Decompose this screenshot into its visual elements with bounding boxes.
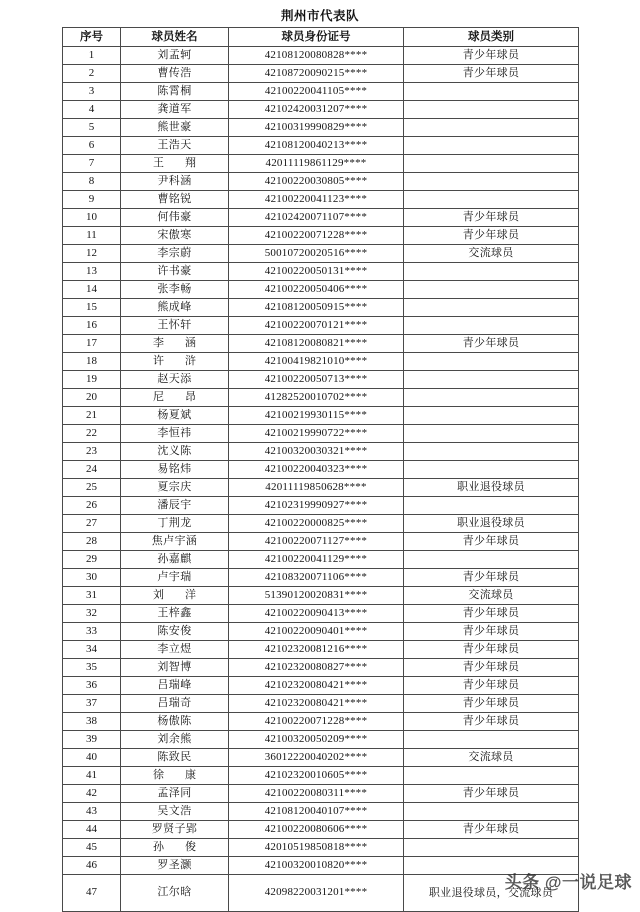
cell-player-name: 李立煜 (121, 641, 229, 659)
cell-index: 24 (63, 461, 121, 479)
cell-player-name: 王 翔 (121, 155, 229, 173)
cell-player-name: 沈义陈 (121, 443, 229, 461)
cell-id-number: 50010720020516**** (229, 245, 404, 263)
table-row (63, 227, 579, 245)
cell-player-name: 丁荆龙 (121, 515, 229, 533)
table-row (63, 533, 579, 551)
cell-id-number: 42100319990829**** (229, 119, 404, 137)
cell-player-name: 熊世豪 (121, 119, 229, 137)
cell-id-number: 42102320081216**** (229, 641, 404, 659)
cell-id-number: 42100220090401**** (229, 623, 404, 641)
cell-player-name: 易铭炜 (121, 461, 229, 479)
cell-player-name: 杨夏斌 (121, 407, 229, 425)
cell-category: 青少年球员 (404, 227, 579, 245)
table-row (63, 803, 579, 821)
table-row (63, 371, 579, 389)
cell-index: 20 (63, 389, 121, 407)
cell-index: 39 (63, 731, 121, 749)
cell-id-number: 42108120080821**** (229, 335, 404, 353)
table-row (63, 209, 579, 227)
cell-index: 46 (63, 857, 121, 875)
cell-index: 30 (63, 569, 121, 587)
table-row (63, 497, 579, 515)
cell-category (404, 803, 579, 821)
column-header-name: 球员姓名 (121, 28, 229, 47)
table-row (63, 101, 579, 119)
cell-id-number: 42100220090413**** (229, 605, 404, 623)
cell-category: 青少年球员 (404, 641, 579, 659)
cell-id-number: 42100220040323**** (229, 461, 404, 479)
cell-player-name: 徐 康 (121, 767, 229, 785)
cell-player-name: 焦卢宇涵 (121, 533, 229, 551)
table-row (63, 839, 579, 857)
table-row (63, 713, 579, 731)
cell-player-name: 卢宇瑞 (121, 569, 229, 587)
cell-index: 4 (63, 101, 121, 119)
cell-player-name: 王浩天 (121, 137, 229, 155)
table-row (63, 749, 579, 767)
cell-player-name: 尹科涵 (121, 173, 229, 191)
cell-index: 25 (63, 479, 121, 497)
cell-category: 交流球员 (404, 587, 579, 605)
cell-player-name: 吕瑞峰 (121, 677, 229, 695)
cell-category: 青少年球员 (404, 65, 579, 83)
cell-index: 14 (63, 281, 121, 299)
cell-id-number: 42102319990927**** (229, 497, 404, 515)
cell-category (404, 83, 579, 101)
watermark: 头条 @一说足球 (504, 873, 632, 892)
cell-index: 6 (63, 137, 121, 155)
table-row (63, 479, 579, 497)
cell-index: 19 (63, 371, 121, 389)
cell-category: 青少年球员 (404, 695, 579, 713)
table-row (63, 65, 579, 83)
cell-id-number: 42100220070121**** (229, 317, 404, 335)
cell-player-name: 江尔晗 (121, 875, 229, 912)
table-header (63, 28, 579, 47)
cell-category (404, 497, 579, 515)
cell-category: 职业退役球员，交流球员 (404, 875, 579, 912)
cell-id-number: 42011119850628**** (229, 479, 404, 497)
cell-player-name: 曹传浩 (121, 65, 229, 83)
cell-id-number: 42100320030321**** (229, 443, 404, 461)
cell-category: 青少年球员 (404, 659, 579, 677)
cell-id-number: 42100220071228**** (229, 227, 404, 245)
cell-index: 17 (63, 335, 121, 353)
cell-category (404, 425, 579, 443)
cell-player-name: 罗圣灏 (121, 857, 229, 875)
cell-id-number: 36012220040202**** (229, 749, 404, 767)
roster-table-container (0, 27, 640, 912)
cell-category (404, 191, 579, 209)
cell-index: 16 (63, 317, 121, 335)
cell-index: 32 (63, 605, 121, 623)
table-row (63, 389, 579, 407)
cell-category: 交流球员 (404, 749, 579, 767)
cell-player-name: 孙 俊 (121, 839, 229, 857)
cell-player-name: 赵天添 (121, 371, 229, 389)
cell-player-name: 孙嘉麒 (121, 551, 229, 569)
header-row (63, 28, 579, 47)
table-body (63, 47, 579, 912)
cell-player-name: 宋傲寒 (121, 227, 229, 245)
cell-index: 11 (63, 227, 121, 245)
cell-category: 青少年球员 (404, 335, 579, 353)
cell-player-name: 杨傲陈 (121, 713, 229, 731)
cell-category (404, 371, 579, 389)
cell-id-number: 42098220031201**** (229, 875, 404, 912)
table-row (63, 191, 579, 209)
cell-player-name: 陈霄桐 (121, 83, 229, 101)
cell-player-name: 陈安俊 (121, 623, 229, 641)
cell-player-name: 何伟豪 (121, 209, 229, 227)
table-row (63, 443, 579, 461)
cell-id-number: 41282520010702**** (229, 389, 404, 407)
cell-index: 21 (63, 407, 121, 425)
table-row (63, 623, 579, 641)
cell-category (404, 443, 579, 461)
cell-index: 5 (63, 119, 121, 137)
cell-id-number: 42100220041129**** (229, 551, 404, 569)
cell-id-number: 42100219930115**** (229, 407, 404, 425)
cell-index: 33 (63, 623, 121, 641)
table-row (63, 515, 579, 533)
cell-category (404, 173, 579, 191)
cell-index: 8 (63, 173, 121, 191)
cell-index: 1 (63, 47, 121, 65)
table-row (63, 407, 579, 425)
cell-category (404, 767, 579, 785)
cell-index: 23 (63, 443, 121, 461)
cell-id-number: 42108320071106**** (229, 569, 404, 587)
table-row (63, 335, 579, 353)
table-row (63, 83, 579, 101)
cell-index: 44 (63, 821, 121, 839)
table-row (63, 281, 579, 299)
cell-index: 28 (63, 533, 121, 551)
cell-category (404, 299, 579, 317)
cell-category (404, 137, 579, 155)
column-header-id: 球员身份证号 (229, 28, 404, 47)
cell-category: 青少年球员 (404, 623, 579, 641)
cell-category: 青少年球员 (404, 209, 579, 227)
cell-id-number: 42102320080827**** (229, 659, 404, 677)
cell-index: 18 (63, 353, 121, 371)
cell-id-number: 42100220071228**** (229, 713, 404, 731)
column-header-index: 序号 (63, 28, 121, 47)
cell-id-number: 42108120040213**** (229, 137, 404, 155)
table-row (63, 875, 579, 912)
cell-id-number: 42100220041123**** (229, 191, 404, 209)
cell-player-name: 尼 昂 (121, 389, 229, 407)
cell-id-number: 42100320050209**** (229, 731, 404, 749)
table-row (63, 659, 579, 677)
cell-index: 12 (63, 245, 121, 263)
cell-player-name: 吴文浩 (121, 803, 229, 821)
cell-category (404, 551, 579, 569)
cell-category: 青少年球员 (404, 713, 579, 731)
table-row (63, 137, 579, 155)
cell-index: 40 (63, 749, 121, 767)
cell-category (404, 353, 579, 371)
cell-id-number: 42102320080421**** (229, 695, 404, 713)
cell-index: 15 (63, 299, 121, 317)
cell-player-name: 许书豪 (121, 263, 229, 281)
cell-category (404, 407, 579, 425)
table-row (63, 119, 579, 137)
cell-index: 3 (63, 83, 121, 101)
cell-category: 青少年球员 (404, 785, 579, 803)
cell-index: 35 (63, 659, 121, 677)
cell-index: 27 (63, 515, 121, 533)
cell-id-number: 42100220041105**** (229, 83, 404, 101)
cell-index: 10 (63, 209, 121, 227)
cell-index: 31 (63, 587, 121, 605)
table-row (63, 551, 579, 569)
cell-category: 青少年球员 (404, 569, 579, 587)
cell-category (404, 839, 579, 857)
table-row (63, 173, 579, 191)
cell-category: 青少年球员 (404, 47, 579, 65)
cell-category (404, 317, 579, 335)
cell-player-name: 孟泽同 (121, 785, 229, 803)
cell-category: 青少年球员 (404, 821, 579, 839)
table-row (63, 263, 579, 281)
cell-id-number: 42108120080828**** (229, 47, 404, 65)
cell-category (404, 389, 579, 407)
column-header-category: 球员类别 (404, 28, 579, 47)
cell-id-number: 42100220080606**** (229, 821, 404, 839)
cell-id-number: 42102320080421**** (229, 677, 404, 695)
cell-category (404, 857, 579, 875)
cell-id-number: 42100220050713**** (229, 371, 404, 389)
cell-category: 青少年球员 (404, 605, 579, 623)
cell-category: 职业退役球员 (404, 479, 579, 497)
cell-index: 42 (63, 785, 121, 803)
cell-category: 交流球员 (404, 245, 579, 263)
table-row (63, 425, 579, 443)
cell-id-number: 42100320010820**** (229, 857, 404, 875)
cell-index: 41 (63, 767, 121, 785)
table-row (63, 731, 579, 749)
cell-id-number: 42102320010605**** (229, 767, 404, 785)
cell-index: 47 (63, 875, 121, 912)
cell-id-number: 42010519850818**** (229, 839, 404, 857)
table-row (63, 245, 579, 263)
cell-index: 7 (63, 155, 121, 173)
cell-id-number: 42011119861129**** (229, 155, 404, 173)
cell-player-name: 龚道军 (121, 101, 229, 119)
cell-player-name: 刘孟轲 (121, 47, 229, 65)
cell-id-number: 42108720090215**** (229, 65, 404, 83)
cell-id-number: 42102420071107**** (229, 209, 404, 227)
cell-id-number: 42100220050406**** (229, 281, 404, 299)
table-row (63, 353, 579, 371)
table-row (63, 641, 579, 659)
cell-player-name: 王梓鑫 (121, 605, 229, 623)
cell-player-name: 吕瑞奇 (121, 695, 229, 713)
cell-category (404, 731, 579, 749)
cell-player-name: 李恒祎 (121, 425, 229, 443)
cell-index: 2 (63, 65, 121, 83)
table-row (63, 695, 579, 713)
cell-id-number: 42100220050131**** (229, 263, 404, 281)
cell-player-name: 王怀轩 (121, 317, 229, 335)
table-row (63, 461, 579, 479)
cell-index: 45 (63, 839, 121, 857)
table-row (63, 587, 579, 605)
cell-index: 26 (63, 497, 121, 515)
cell-id-number: 42108120050915**** (229, 299, 404, 317)
cell-category (404, 155, 579, 173)
roster-table (62, 27, 579, 912)
cell-id-number: 51390120020831**** (229, 587, 404, 605)
table-row (63, 155, 579, 173)
cell-category (404, 461, 579, 479)
table-row (63, 605, 579, 623)
table-row (63, 677, 579, 695)
table-row (63, 299, 579, 317)
table-row (63, 767, 579, 785)
page-title: 荆州市代表队 (280, 9, 359, 23)
cell-index: 43 (63, 803, 121, 821)
cell-category: 职业退役球员 (404, 515, 579, 533)
cell-id-number: 42100220000825**** (229, 515, 404, 533)
cell-id-number: 42102420031207**** (229, 101, 404, 119)
table-row (63, 569, 579, 587)
table-row (63, 317, 579, 335)
cell-player-name: 罗贤子郢 (121, 821, 229, 839)
cell-category: 青少年球员 (404, 533, 579, 551)
table-row (63, 785, 579, 803)
cell-index: 37 (63, 695, 121, 713)
cell-player-name: 熊成峰 (121, 299, 229, 317)
table-row (63, 821, 579, 839)
cell-id-number: 42100220080311**** (229, 785, 404, 803)
cell-category: 青少年球员 (404, 677, 579, 695)
cell-player-name: 刘 洋 (121, 587, 229, 605)
cell-id-number: 42108120040107**** (229, 803, 404, 821)
cell-index: 36 (63, 677, 121, 695)
cell-index: 13 (63, 263, 121, 281)
cell-category (404, 263, 579, 281)
cell-index: 22 (63, 425, 121, 443)
cell-player-name: 刘智博 (121, 659, 229, 677)
cell-player-name: 李 涵 (121, 335, 229, 353)
cell-index: 34 (63, 641, 121, 659)
cell-id-number: 42100219990722**** (229, 425, 404, 443)
cell-category (404, 281, 579, 299)
cell-player-name: 李宗蔚 (121, 245, 229, 263)
cell-category (404, 119, 579, 137)
cell-id-number: 42100220071127**** (229, 533, 404, 551)
cell-index: 9 (63, 191, 121, 209)
cell-player-name: 陈致民 (121, 749, 229, 767)
cell-player-name: 张李畅 (121, 281, 229, 299)
cell-player-name: 刘余熊 (121, 731, 229, 749)
cell-player-name: 曹铭锐 (121, 191, 229, 209)
cell-index: 38 (63, 713, 121, 731)
cell-player-name: 潘辰宇 (121, 497, 229, 515)
cell-id-number: 42100419821010**** (229, 353, 404, 371)
cell-player-name: 夏宗庆 (121, 479, 229, 497)
table-row (63, 47, 579, 65)
cell-index: 29 (63, 551, 121, 569)
cell-player-name: 许 浒 (121, 353, 229, 371)
table-row (63, 857, 579, 875)
cell-category (404, 101, 579, 119)
cell-id-number: 42100220030805**** (229, 173, 404, 191)
